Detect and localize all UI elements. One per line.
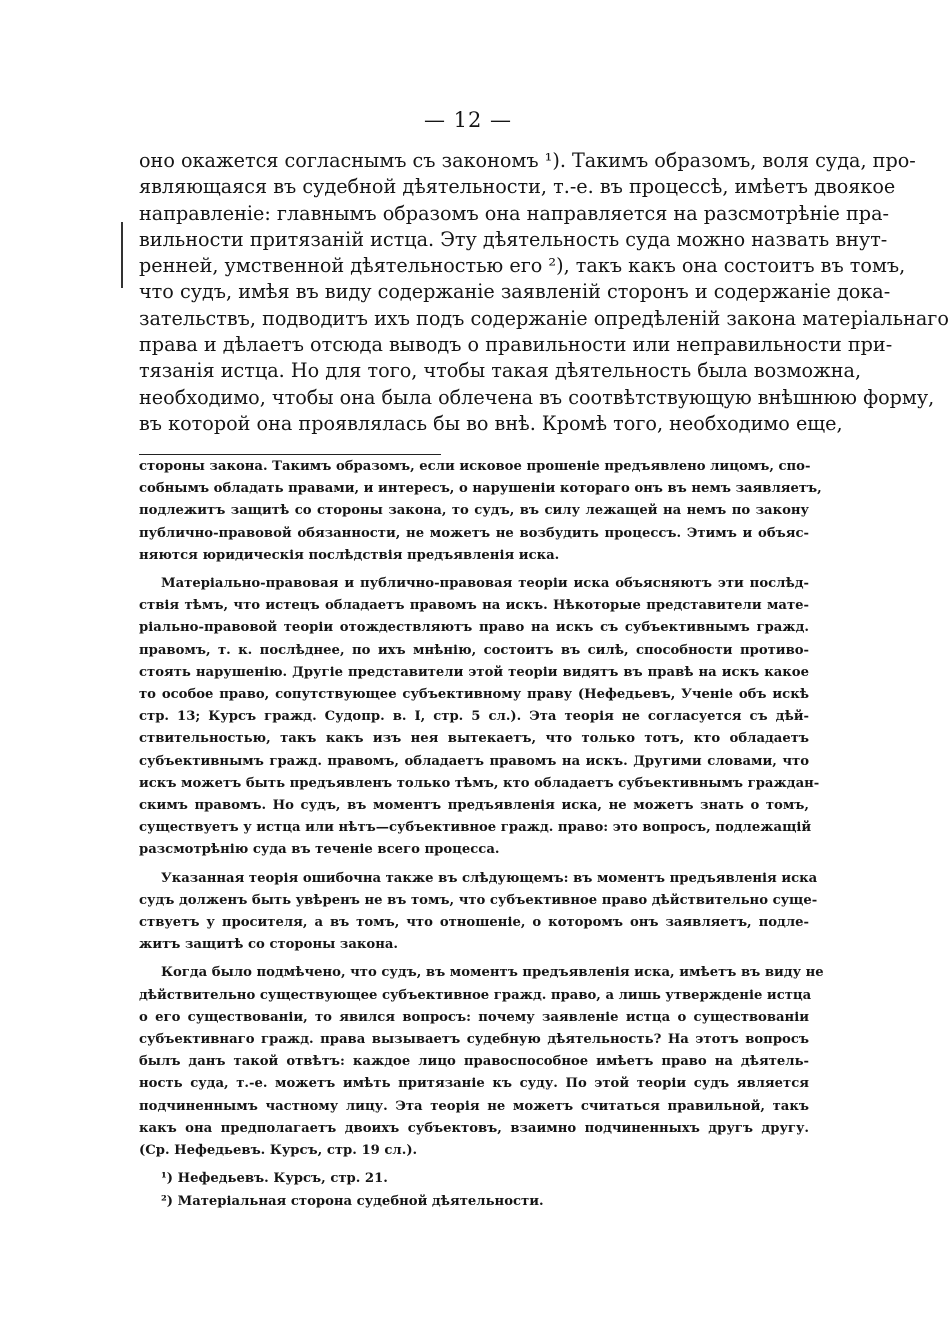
note-line: ность суда, т.-е. можетъ имѣть притязаніе къ суду. По этой теоріи судъ является [139,1076,809,1092]
text-line: ренней, умственной дѣятельностью его ²), такъ какъ она состоитъ въ томъ, [139,254,906,278]
note-line: дѣйствительно существующее субъективное гражд. право, а лишь утвержденіе истца [139,987,812,1003]
note-line: разсмотрѣнію суда въ теченіе всего процесса. [139,842,500,858]
note-line: судъ долженъ быть увѣренъ не въ томъ, что субъективное право дѣйствительно суще- [139,892,818,908]
note-line: существуетъ у истца или нѣтъ—субъективное гражд. право: это вопросъ, подлежащій [139,820,812,836]
note-line: какъ она предполагаетъ двоихъ субъектовъ, взаимно подчиненныхъ другъ другу. [139,1120,809,1136]
text-line: направленіе: главнымъ образомъ она направляется на разсмотрѣніе пра- [139,201,889,225]
note-line: ствуетъ у просителя, а въ томъ, что отношеніе, о которомъ онъ заявляетъ, подле- [139,915,809,931]
note-line: былъ данъ такой отвѣтъ: каждое лицо правоспособное имѣетъ право на дѣятель- [139,1054,809,1070]
note-line: о его существованіи, то явился вопросъ: почему заявленіе истца о существованіи [139,1009,809,1025]
note-line: скимъ правомъ. Но судъ, въ моментъ предъявленія иска, не можетъ знать о томъ, [139,798,809,814]
note-line: стороны закона. Такимъ образомъ, если исковое прошеніе предъявлено лицомъ, спо- [139,459,811,474]
text-line: что судъ, имѣя въ виду содержаніе заявленій сторонъ и содержаніе дока- [139,280,891,304]
note-line: житъ защитѣ со стороны закона. [139,937,398,953]
note-line: стр. 13; Курсъ гражд. Судопр. в. I, стр. 5 сл.). Эта теорія не согласуется съ дѣй- [139,709,809,725]
note-line: Матеріально-правовая и публично-правовая теоріи иска объясняютъ эти послѣд- [161,576,809,592]
footnote-divider [139,454,441,455]
text-line: вильности притязаній истца. Эту дѣятельность суда можно назвать внут- [139,227,888,251]
text-line: зательствъ, подводитъ ихъ подъ содержаніе опредѣленій закона матеріальнаго [139,306,949,330]
footnote-1: ¹) Нефедьевъ. Курсъ, стр. 21. [161,1171,388,1187]
note-line: стоять нарушенію. Другіе представители этой теоріи видятъ въ правѣ на искъ какое [139,664,809,680]
note-line: субъективнаго гражд. права вызываетъ судебную дѣятельность? На этотъ вопросъ [139,1032,809,1048]
text-line: права и дѣлаетъ отсюда выводъ о правильности или неправильности при- [139,333,893,357]
text-line: тязанія истца. Но для того, чтобы такая дѣятельность была возможна, [139,359,862,383]
note-line: подлежитъ защитѣ со стороны закона, то судъ, въ силу лежащей на немъ по закону [139,503,809,519]
note-line: то особое право, сопутствующее субъективному праву (Нефедьевъ, Ученіе объ искѣ [139,687,809,703]
text-line: необходимо, чтобы она была облечена въ соотвѣтствующую внѣшнюю форму, [139,385,935,409]
note-line: собнымъ обладать правами, и интересъ, о нарушеніи котораго онъ въ немъ заявляетъ, [139,481,822,497]
note-line: ствія тѣмъ, что истецъ обладаетъ правомъ на искъ. Нѣкоторые представители мате- [139,598,809,614]
footnotes [139,456,824,1213]
note-line: субъективнымъ гражд. правомъ, обладаетъ правомъ на искъ. Другими словами, что [139,753,809,769]
footnote-2: ²) Матеріальная сторона судебной дѣятельности. [161,1193,544,1209]
note-line: правомъ, т. к. послѣднее, по ихъ мнѣнію, состоитъ въ силѣ, способности противо- [139,642,809,658]
text-line: оно окажется согласнымъ съ закономъ ¹). Такимъ образомъ, воля суда, про- [139,149,916,172]
note-line: Указанная теорія ошибочна также въ слѣдующемъ: въ моментъ предъявленія иска [161,870,818,886]
main-text [139,148,949,437]
note-line: подчиненнымъ частному лицу. Эта теорія не можетъ считаться правильной, такъ [139,1098,809,1114]
page-number: — 12 — [423,108,513,132]
note-line: няются юридическія послѣдствія предъявленія иска. [139,547,560,563]
note-line: (Ср. Нефедьевъ. Курсъ, стр. 19 сл.). [139,1143,418,1159]
text-line: являющаяся въ судебной дѣятельности, т.-е. въ процессѣ, имѣетъ двоякое [139,175,896,199]
note-line: ріально-правовой теоріи отождествляютъ право на искъ съ субъективнымъ гражд. [139,620,809,636]
note-line: Когда было подмѣчено, что судъ, въ моментъ предъявленія иска, имѣетъ въ виду не [161,965,824,981]
margin-mark [121,222,123,288]
note-line: ствительностью, такъ какъ изъ нея вытекаетъ, что только тотъ, кто обладаетъ [139,731,809,747]
note-line: публично-правовой обязанности, не можетъ не возбудить процессъ. Этимъ и объяс- [139,525,809,541]
text-line: въ которой она проявлялась бы во внѣ. Кромѣ того, необходимо еще, [139,411,843,435]
note-line: искъ можетъ быть предъявленъ только тѣмъ, кто обладаетъ субъективнымъ граждан- [139,775,820,791]
